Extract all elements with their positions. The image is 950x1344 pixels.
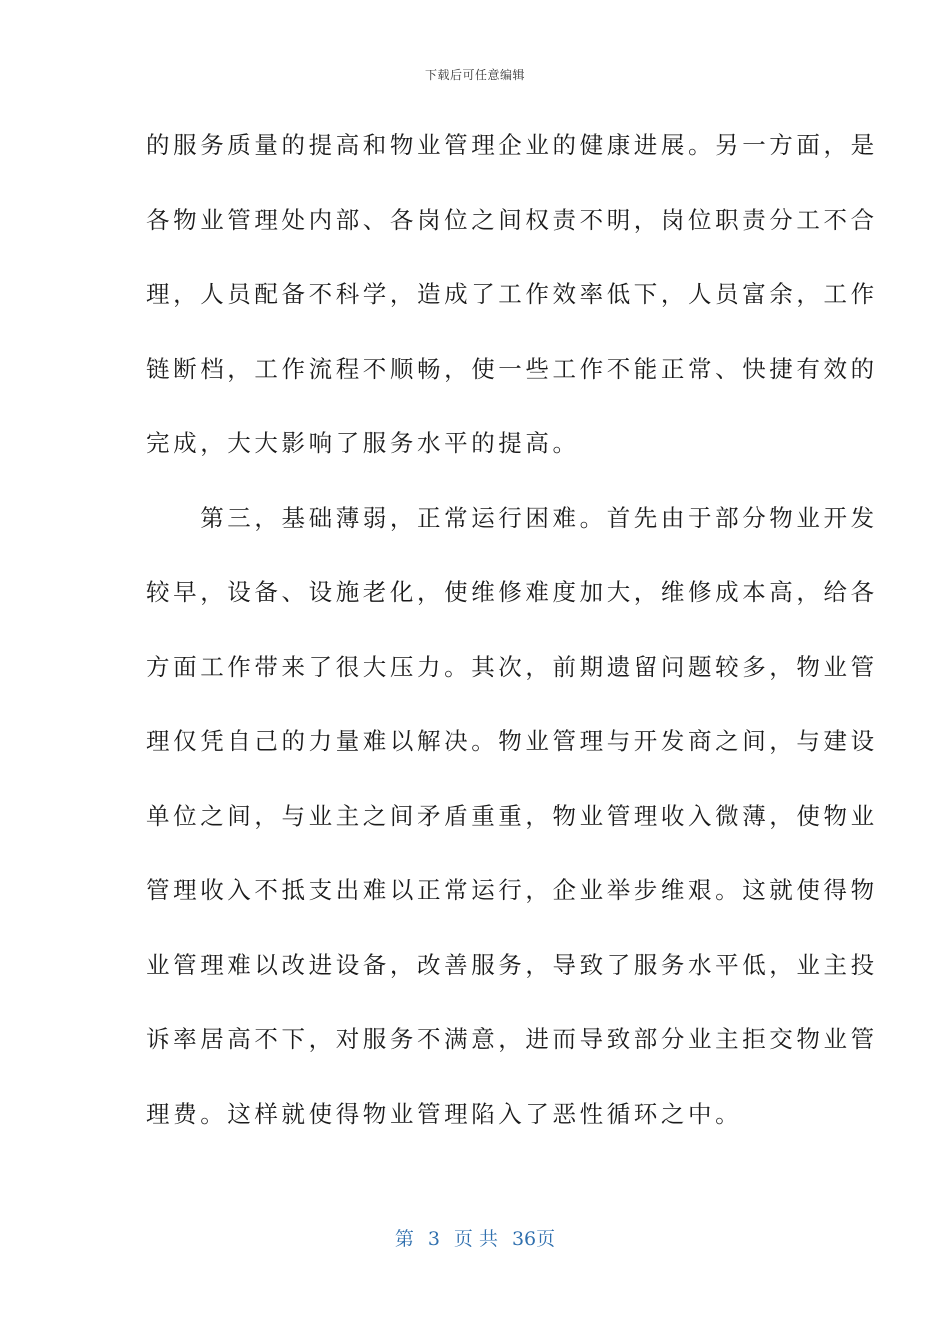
body-line: 方面工作带来了很大压力。其次，前期遗留问题较多，物业管 [146,652,878,681]
body-line: 理费。这样就使得物业管理陷入了恶性循环之中。 [146,1099,743,1128]
body-line: 完成，大大影响了服务水平的提高。 [146,429,580,457]
footer-prefix: 第 [394,1228,414,1250]
body-line: 的服务质量的提高和物业管理企业的健康进展。另一方面，是 [146,131,878,159]
footer-suffix: 页 [536,1228,556,1250]
body-line: 单位之间，与业主之间矛盾重重，物业管理收入微薄，使物业 [146,801,878,830]
body-line: 较早，设备、设施老化，使维修难度加大，维修成本高，给各 [146,578,878,606]
body-line: 理仅凭自己的力量难以解决。物业管理与开发商之间，与建设 [146,727,878,755]
footer-middle: 页 共 [453,1228,498,1250]
body-line: 各物业管理处内部、各岗位之间权责不明，岗位职责分工不合 [146,205,878,234]
footer-total-pages: 36 [511,1228,537,1250]
body-line: 第三，基础薄弱，正常运行困难。首先由于部分物业开发 [146,503,878,532]
page-header: 下载后可任意编辑 [424,68,525,82]
body-line: 业管理难以改进设备，改善服务，导致了服务水平低，业主投 [146,950,878,979]
body-line: 管理收入不抵支出难以正常运行，企业举步维艰。这就使得物 [146,876,878,904]
body-line: 理，人员配备不科学，造成了工作效率低下，人员富余，工作 [146,280,878,308]
body-line: 链断档，工作流程不顺畅，使一些工作不能正常、快捷有效的 [146,354,878,383]
document-body [146,121,878,1164]
footer-current-page: 3 [427,1228,440,1250]
body-line: 诉率居高不下，对服务不满意，进而导致部分业主拒交物业管 [146,1025,878,1053]
page-footer [0,1224,950,1251]
